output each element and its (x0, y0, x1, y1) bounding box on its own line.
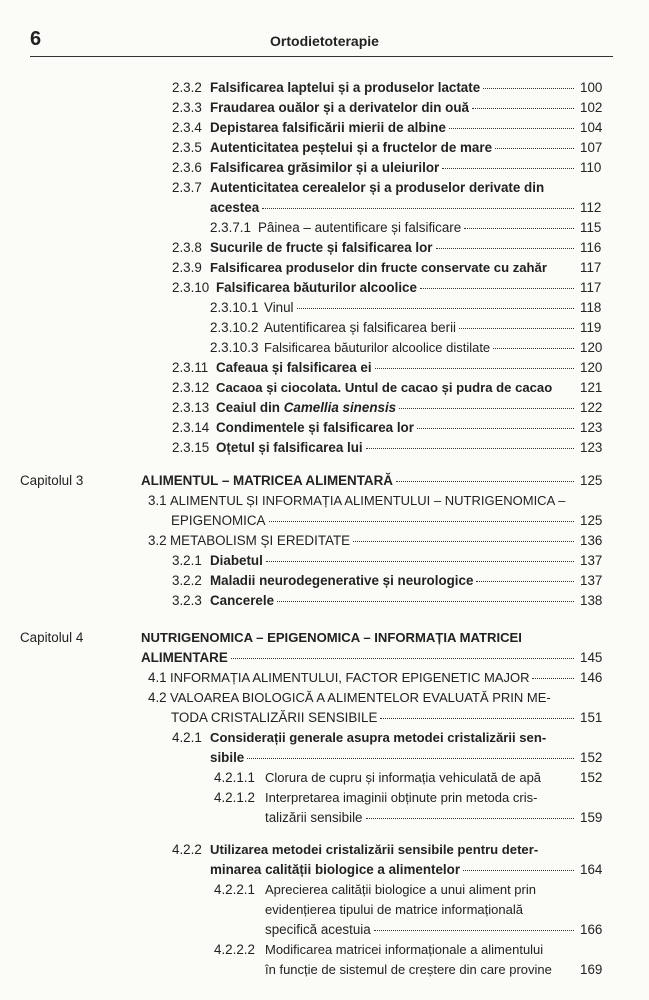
running-title: Ortodietoterapie (270, 33, 379, 49)
dot-leader (366, 818, 575, 819)
dot-leader (483, 88, 574, 89)
section-number: 2.3.6 (172, 160, 202, 175)
toc-entry-continuation (0, 808, 649, 828)
section-number: 2.3.10.2 (210, 320, 259, 335)
section-title: ALIMENTUL ȘI INFORMAȚIA ALIMENTULUI – NUTRIGENOMICA – (170, 493, 566, 508)
section-number: 2.3.11 (172, 360, 209, 375)
page-ref: 110 (580, 160, 602, 175)
section-title: Autenticitatea cerealelor și a produselor derivate din (210, 180, 545, 195)
dot-leader (442, 168, 574, 169)
toc-entry (0, 940, 649, 960)
page-ref: 137 (580, 553, 603, 568)
section-title: Oțetul și falsificarea lui (216, 440, 363, 455)
toc-entry (0, 318, 649, 338)
section-title: Cacaoa și ciocolata. Untul de cacao și pudra de cacao (216, 380, 553, 395)
toc-entry-continuation (0, 960, 649, 980)
section-title: Condimentele și falsificarea lor (216, 420, 414, 435)
toc-entry (0, 238, 649, 258)
section-title: Aprecierea calității biologice a unui aliment prin (265, 882, 536, 897)
toc-entry-continuation (0, 708, 649, 728)
toc-chapter-continuation (0, 648, 649, 668)
dot-leader (436, 248, 574, 249)
section-title: Ceaiul din (216, 400, 284, 415)
page-ref: 107 (580, 140, 603, 155)
dot-leader (532, 678, 574, 679)
section-number: 3.1 (148, 493, 167, 508)
page-ref: 169 (580, 962, 603, 977)
section-title: în funcție de sistemul de creștere din care provine (265, 962, 552, 977)
toc-entry (0, 278, 649, 298)
section-number: 2.3.5 (172, 140, 202, 155)
toc-entry-continuation (0, 748, 649, 768)
section-number: 2.3.14 (172, 420, 210, 435)
page-ref: 116 (580, 240, 602, 255)
page-ref: 102 (580, 100, 603, 115)
section-title: Cancerele (210, 593, 275, 608)
section-number: 3.2.3 (172, 593, 202, 608)
page-ref: 119 (580, 320, 602, 335)
section-number: 4.2.1.2 (214, 790, 255, 805)
page-ref: 104 (580, 120, 603, 135)
toc-entry (0, 378, 649, 398)
page-ref: 112 (580, 200, 602, 215)
toc-entry (0, 728, 649, 748)
section-title: Pâinea – autentificare și falsificare (258, 220, 462, 235)
dot-leader (374, 930, 574, 931)
section-title: specifică acestuia (265, 922, 371, 937)
toc-entry (0, 438, 649, 458)
toc-entry (0, 358, 649, 378)
section-title: Modificarea matricei informaționale a alimentului (265, 942, 544, 957)
chapter-label: Capitolul 3 (20, 473, 84, 488)
dot-leader (449, 128, 574, 129)
species-name: Camellia sinensis (283, 400, 397, 415)
section-title: Sucurile de fructe și falsificarea lor (210, 240, 433, 255)
section-title: METABOLISM ȘI EREDITATE (170, 533, 351, 548)
toc-entry (0, 768, 649, 788)
toc-entry (0, 880, 649, 900)
section-number: 2.3.2 (172, 80, 202, 95)
section-number: 2.3.9 (172, 260, 202, 275)
section-title: INFORMAȚIA ALIMENTULUI, FACTOR EPIGENETIC MAJOR (170, 670, 530, 685)
section-title: Clorura de cupru și informația vehiculată de apă (265, 770, 542, 785)
toc-entry-continuation (0, 900, 649, 920)
section-number: 4.2.1 (172, 730, 202, 745)
dot-leader (353, 541, 574, 542)
page-ref: 164 (580, 862, 603, 877)
dot-leader (399, 408, 574, 409)
page-ref: 117 (580, 280, 602, 295)
page-ref: 125 (580, 473, 603, 488)
section-title: Fraudarea ouălor și a derivatelor din ouă (210, 100, 469, 115)
dot-leader (417, 428, 574, 429)
section-title: Autenticitatea peștelui și a fructelor de mare (210, 140, 493, 155)
toc-entry (0, 98, 649, 118)
section-title: Falsificarea laptelui și a produselor lactate (210, 80, 481, 95)
toc-entry (0, 158, 649, 178)
section-title: Vinul (264, 300, 294, 315)
toc-entry-continuation (0, 198, 649, 218)
page-ref: 123 (580, 440, 603, 455)
dot-leader (495, 148, 574, 149)
toc-entry (0, 788, 649, 808)
toc-entry (0, 178, 649, 198)
toc-entry-continuation (0, 920, 649, 940)
section-number: 2.3.13 (172, 400, 210, 415)
toc-entry (0, 258, 649, 278)
toc-entry (0, 398, 649, 418)
page-ref: 145 (580, 650, 603, 665)
section-title: Considerații generale asupra metodei cristalizării sen- (210, 730, 547, 745)
section-number: 4.2 (148, 690, 167, 705)
section-title: Maladii neurodegenerative și neurologice (210, 573, 474, 588)
dot-leader (472, 108, 574, 109)
toc-entry (0, 491, 649, 511)
page-ref: 137 (580, 573, 603, 588)
page-ref: 136 (580, 533, 603, 548)
page-ref: 118 (580, 300, 602, 315)
page-ref: 152 (580, 750, 603, 765)
page-ref: 159 (580, 810, 603, 825)
section-title: Cafeaua și falsificarea ei (216, 360, 372, 375)
page-ref: 151 (580, 710, 603, 725)
section-number: 2.3.15 (172, 440, 210, 455)
page-ref: 100 (580, 80, 603, 95)
toc-entry (0, 571, 649, 591)
chapter-title: NUTRIGENOMICA – EPIGENOMICA – INFORMAȚIA MATRICEI (141, 630, 522, 645)
page-ref: 117 (580, 260, 602, 275)
dot-leader (493, 348, 574, 349)
toc-entry (0, 591, 649, 611)
section-title: Diabetul (210, 553, 263, 568)
toc-entry (0, 218, 649, 238)
section-number: 4.2.2.1 (214, 882, 255, 897)
page-ref: 146 (580, 670, 603, 685)
dot-leader (231, 658, 574, 659)
section-title: VALOAREA BIOLOGICĂ A ALIMENTELOR EVALUATĂ PRIN ME- (170, 690, 551, 705)
toc-entry (0, 298, 649, 318)
dot-leader (375, 368, 574, 369)
section-number: 4.2.2.2 (214, 942, 255, 957)
section-number: 2.3.7.1 (210, 220, 251, 235)
header-rule (30, 56, 613, 57)
section-number: 3.2.1 (172, 553, 202, 568)
toc-entry (0, 840, 649, 860)
toc-entry (0, 531, 649, 551)
section-number: 4.1 (148, 670, 167, 685)
page-ref: 120 (580, 360, 603, 375)
section-title: Falsificarea băuturilor alcoolice (216, 280, 417, 295)
toc-entry (0, 668, 649, 688)
page-ref: 115 (580, 220, 602, 235)
chapter-title: ALIMENTARE (141, 650, 228, 665)
section-number: 2.3.4 (172, 120, 202, 135)
section-title: minarea calității biologice a alimentelor (210, 862, 461, 877)
section-title: talizării sensibile (265, 810, 363, 825)
toc-entry (0, 78, 649, 98)
dot-leader (366, 448, 574, 449)
page-ref: 138 (580, 593, 603, 608)
toc-entry-continuation (0, 511, 649, 531)
section-number: 3.2.2 (172, 573, 202, 588)
page-ref: 122 (580, 400, 603, 415)
page-header (0, 0, 649, 60)
page-ref: 123 (580, 420, 603, 435)
toc-entry-continuation (0, 860, 649, 880)
page-ref: 120 (580, 340, 603, 355)
section-title: evidențierea tipului de matrice informațională (265, 902, 523, 917)
toc-chapter (0, 628, 649, 648)
dot-leader (380, 718, 574, 719)
chapter-title: ALIMENTUL – MATRICEA ALIMENTARĂ (141, 473, 393, 488)
section-number: 2.3.10 (172, 280, 210, 295)
section-title: TODA CRISTALIZĂRII SENSIBILE (171, 710, 378, 725)
chapter-label: Capitolul 4 (20, 630, 84, 645)
section-number: 2.3.10.3 (210, 340, 259, 355)
section-number: 2.3.3 (172, 100, 202, 115)
toc-entry (0, 418, 649, 438)
section-number: 4.2.2 (172, 842, 202, 857)
section-title: Utilizarea metodei cristalizării sensibile pentru deter- (210, 842, 539, 857)
dot-leader (297, 308, 574, 309)
section-title: sibile (210, 750, 245, 765)
section-number: 2.3.12 (172, 380, 210, 395)
section-number: 2.3.7 (172, 180, 202, 195)
dot-leader (420, 288, 574, 289)
section-title: Falsificarea produselor din fructe conservate cu zahăr (210, 260, 547, 275)
page-ref: 166 (580, 922, 603, 937)
dot-leader (277, 601, 574, 602)
page-ref: 125 (580, 513, 603, 528)
page-number: 6 (30, 28, 42, 50)
section-number: 2.3.8 (172, 240, 202, 255)
toc-entry (0, 338, 649, 358)
section-number: 4.2.1.1 (214, 770, 255, 785)
dot-leader (396, 481, 574, 482)
dot-leader (247, 758, 574, 759)
section-title: acestea (210, 200, 260, 215)
section-title: Interpretarea imaginii obținute prin metoda cris- (265, 790, 538, 805)
dot-leader (476, 581, 574, 582)
section-title: Autentificarea și falsificarea berii (264, 320, 457, 335)
page-ref: 121 (580, 380, 603, 395)
dot-leader (459, 328, 574, 329)
section-title: Falsificarea băuturilor alcoolice distilate (264, 340, 491, 355)
toc-chapter (0, 471, 649, 491)
dot-leader (269, 521, 575, 522)
dot-leader (266, 561, 574, 562)
toc-entry (0, 118, 649, 138)
dot-leader (464, 228, 574, 229)
section-number: 3.2 (148, 533, 167, 548)
dot-leader (463, 870, 574, 871)
toc-entry (0, 688, 649, 708)
toc-entry (0, 138, 649, 158)
section-title: EPIGENOMICA (171, 513, 266, 528)
section-title: Falsificarea grăsimilor și a uleiurilor (210, 160, 440, 175)
toc-entry (0, 551, 649, 571)
page-ref: 152 (580, 770, 603, 785)
section-title: Depistarea falsificării mierii de albine (210, 120, 446, 135)
section-number: 2.3.10.1 (210, 300, 259, 315)
dot-leader (262, 208, 574, 209)
